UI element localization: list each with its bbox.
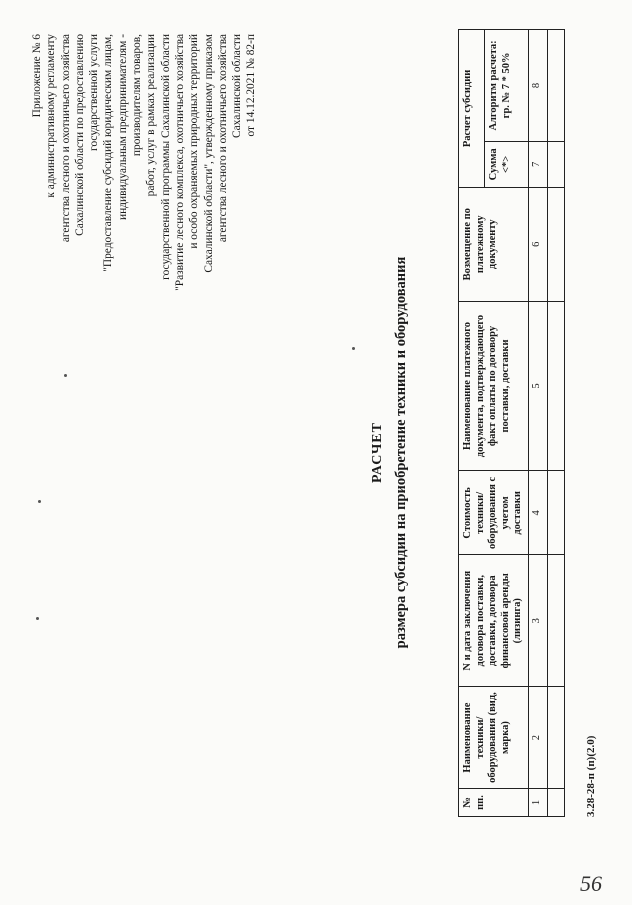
scan-speck (64, 374, 67, 377)
appendix-line: "Предоставление субсидий юридическим лицам, (102, 34, 115, 272)
column-number: 6 (528, 187, 547, 301)
appendix-line: агентства лесного и охотничьего хозяйства (59, 34, 72, 243)
table-cell (547, 301, 564, 471)
appendix-line: к административному регламенту (45, 34, 58, 198)
appendix-line: агентства лесного и охотничьего хозяйства (216, 34, 229, 243)
appendix-line: Сахалинской области", утвержденному приказом (202, 34, 215, 273)
table-header-row (459, 30, 485, 817)
table-cell (547, 141, 564, 187)
header-payment-document: Наименование платежного документа, подтверждающего факт оплаты по договору поставки, доставки (459, 301, 529, 471)
header-algorithm: Алгоритм расчета: гр. № 7 * 50% (485, 30, 528, 142)
header-refund: Возмещение по платежному документу (459, 187, 529, 301)
appendix-line: Сахалинской области (231, 34, 244, 138)
header-cost: Стоимость техники/оборудования с учетом доставки (459, 471, 529, 555)
scan-speck (352, 347, 355, 350)
column-number: 5 (528, 301, 547, 471)
column-number: 3 (528, 555, 547, 687)
column-number: 2 (528, 687, 547, 789)
header-sum: Сумма <*> (485, 141, 528, 187)
appendix-line: "Развитие лесного комплекса, охотничьего хозяйства (173, 34, 186, 291)
subsidy-table (458, 29, 565, 817)
header-equipment-name: Наименование техники/оборудования (вид, марка) (459, 687, 529, 789)
appendix-line: от 14.12.2021 № 82-п (245, 34, 258, 137)
scan-speck (36, 617, 39, 620)
column-number: 4 (528, 471, 547, 555)
document-title: РАСЧЕТ (370, 422, 385, 483)
appendix-header (30, 34, 259, 394)
appendix-line: государственной услуги (88, 34, 101, 151)
appendix-line: Сахалинской области по предоставлению (73, 34, 86, 236)
appendix-line: индивидуальным предпринимателям - (116, 34, 129, 221)
table-cell (547, 187, 564, 301)
header-no: № пп. (459, 789, 529, 817)
table-cell (547, 555, 564, 687)
scan-speck (38, 500, 41, 503)
table-cell (547, 687, 564, 789)
header-subsidy-calculation: Расчет субсидии (459, 30, 485, 188)
document-code: 3.28-28-п (п)(2.0) (585, 735, 597, 817)
appendix-line: и особо охраняемых природных территорий (188, 34, 201, 249)
appendix-line: государственной программы Сахалинской области (159, 34, 172, 280)
table-cell (547, 30, 564, 142)
table-number-row (528, 30, 547, 817)
column-number: 1 (528, 789, 547, 817)
table-row (547, 30, 564, 817)
table-cell (547, 789, 564, 817)
table-cell (547, 471, 564, 555)
document-subtitle: размера субсидии на приобретение техники и оборудования (393, 256, 409, 649)
appendix-line: работ, услуг в рамках реализации (145, 34, 158, 197)
column-number: 7 (528, 141, 547, 187)
column-number: 8 (528, 30, 547, 142)
header-contract: N и дата заключения договора поставки, доставки, договора финансовой аренды (лизинга) (459, 555, 529, 687)
handwritten-page-number: 56 (580, 871, 602, 896)
appendix-line: производителям товаров, (131, 34, 144, 157)
appendix-line: Приложение № 6 (31, 34, 43, 118)
